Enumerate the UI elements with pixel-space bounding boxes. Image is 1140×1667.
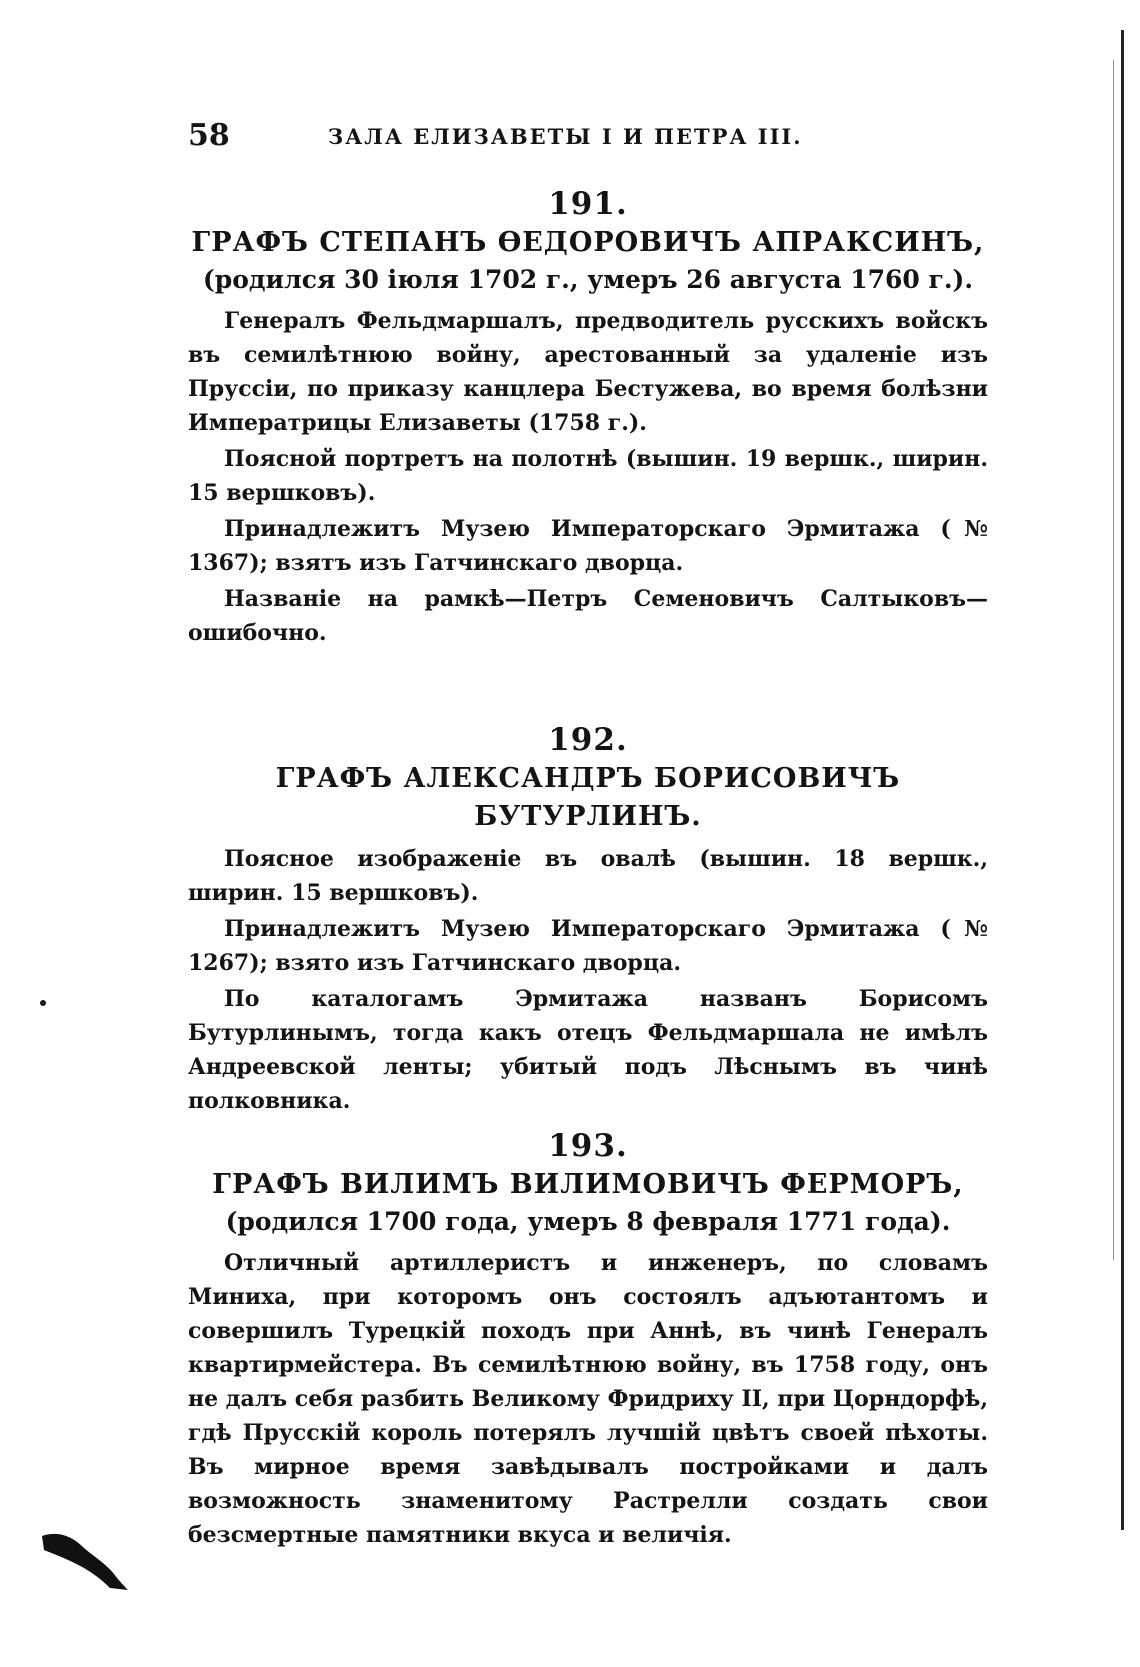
entry-number: 193. [548,1128,628,1164]
catalog-entry-193 [188,1126,988,1554]
catalog-entry-192 [188,720,988,1120]
running-head [188,118,948,158]
entry-paragraph: Названіе на рамкѣ—Петръ Семеновичъ Салтыковъ—ошибочно. [188,586,988,646]
entry-name: ГРАФЪ ВИЛИМЪ ВИЛИМОВИЧЪ ФЕРМОРЪ, [212,1169,964,1200]
scan-speck [40,1000,46,1006]
entry-paragraph: По каталогамъ Эрмитажа названъ Борисомъ Бутурлинымъ, тогда какъ отецъ Фельдмаршала не имѣлъ Андреевской ленты; убитый подъ Лѣснымъ въ чинѣ полковника. [188,986,988,1114]
catalog-entry-191 [188,184,988,652]
scan-edge-line-faint [1113,60,1114,1260]
entry-paragraph: Принадлежитъ Музею Императорскаго Эрмитажа (№ 1267); взято изъ Гатчинскаго дворца. [188,916,988,976]
entry-paragraph: Поясное изображеніе въ овалѣ (вышин. 18 вершк., ширин. 15 вершковъ). [188,846,988,906]
entry-paragraph: Принадлежитъ Музею Императорскаго Эрмитажа (№ 1367); взятъ изъ Гатчинскаго дворца. [188,516,988,576]
entry-paragraph: Поясной портретъ на полотнѣ (вышин. 19 вершк., ширин. 15 вершковъ). [188,446,988,506]
entry-number: 192. [548,722,628,758]
entry-dates: (родился 30 іюля 1702 г., умеръ 26 августа 1760 г.). [202,265,974,294]
entry-dates: (родился 1700 года, умеръ 8 февраля 1771 года). [225,1207,951,1236]
entry-paragraph: Отличный артиллеристъ и инженеръ, по словамъ Миниха, при которомъ онъ состоялъ адъютантомъ и совершилъ Турецкій походъ при Аннѣ, въ чинѣ Генералъ квартирмейстера. Въ семилѣтнюю войну, въ 1758 году, онъ не далъ себя разбить Великому Фридриху II, при Цорндорфѣ, гдѣ Прусскій король потерялъ лучшій цвѣтъ своей пѣхоты. Въ мирное время завѣдывалъ постройками и далъ возможность знаменитому Растрелли создать свои безсмертные памятники вкуса и величія. [188,1250,988,1548]
entry-number: 191. [548,186,628,222]
scan-edge-line [1121,30,1124,1530]
entry-name: ГРАФЪ СТЕПАНЪ ѲЕДОРОВИЧЪ АПРАКСИНЪ, [191,227,985,258]
page-header-title: ЗАЛА ЕЛИЗАВЕТЫ I И ПЕТРА III. [328,124,803,149]
page-number: 58 [188,118,230,153]
entry-paragraph: Генералъ Фельдмаршалъ, предводитель русскихъ войскъ въ семилѣтнюю войну, арестованный за удаленіе изъ Пруссіи, по приказу канцлера Бестужева, во время болѣзни Императрицы Елизаветы (1758 г.). [188,308,988,436]
ink-blot-icon [40,1530,130,1590]
entry-name: ГРАФЪ АЛЕКСАНДРЪ БОРИСОВИЧЪ БУТУРЛИНЪ. [275,763,901,832]
